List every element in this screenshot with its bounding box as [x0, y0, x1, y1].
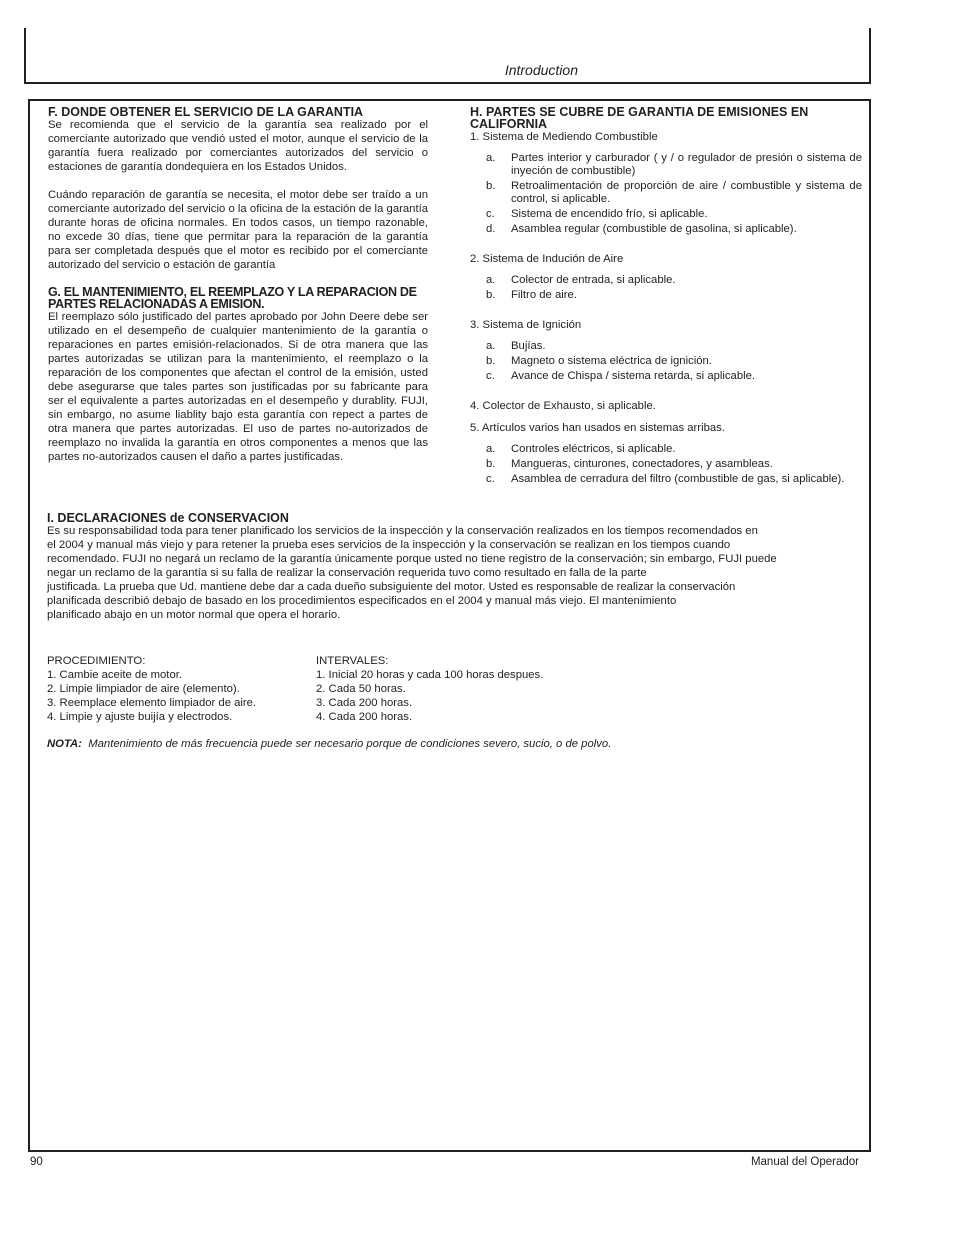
list-item: 3. Reemplace elemento limpiador de aire.	[47, 697, 257, 709]
section-i-heading: I. DECLARACIONES de CONSERVACION	[47, 511, 289, 525]
section-h-item-5-sublist	[470, 443, 862, 486]
section-h-item-1: 1. Sistema de Mediendo Combustible	[470, 131, 658, 143]
right-column	[470, 106, 862, 488]
list-item: 2. Cada 50 horas.	[316, 683, 406, 695]
section-i-line: Es su responsabilidad toda para tener planificado los servicios de la inspección y la conservación realizados en los tiempos recomendados en	[47, 525, 758, 537]
page-section-title: Introduction	[504, 62, 578, 78]
intervals-list	[316, 654, 543, 724]
list-item: b. Filtro de aire.	[486, 289, 577, 301]
section-h-item-3: 3. Sistema de Ignición	[470, 319, 582, 331]
section-i-line: el 2004 y manual más viejo y para retener la prueba eses servicios de la inspección y la conservación se realizan en los tiempos cuando	[47, 539, 731, 551]
list-item: c. Asamblea de cerradura del filtro (combustible de gas, si aplicable).	[486, 473, 845, 485]
list-item: a. Bujías.	[486, 340, 546, 352]
section-g-heading: G. EL MANTENIMIENTO, EL REEMPLAZO Y LA REPARACION DE PARTES RELACIONADAS A EMISION.	[48, 285, 417, 311]
section-h-item-3-sublist	[470, 340, 862, 383]
list-item: 4. Limpie y ajuste buijía y electrodos.	[47, 711, 233, 723]
header-frame	[24, 28, 871, 84]
list-item: a. Colector de entrada, si aplicable.	[486, 274, 676, 286]
list-item: b. Retroalimentación de proporción de aire / combustible y sistema de control, si aplicable.	[486, 180, 862, 205]
maintenance-note	[47, 738, 611, 750]
section-i-line: planificado abajo en un motor normal que opera el horario.	[47, 609, 341, 621]
list-item: 1. Inicial 20 horas y cada 100 horas despues.	[316, 669, 544, 681]
note-text: Mantenimiento de más frecuencia puede ser necesario porque de condiciones severo, sucio, o de polvo.	[88, 738, 612, 750]
list-item: a. Partes interior y carburador ( y / o regulador de presión o sistema de inyeción de combustible)	[486, 152, 862, 177]
note-label: NOTA:	[47, 738, 82, 750]
section-g-paragraph: El reemplazo sólo justificado del partes aprobado por John Deere debe ser utilizado en el desempeño de cualquier mantenimiento de la garantía o reparaciones en partes emisión-relacionados. Si de otra manera que las partes autorizadas se utilizan para la mantenimiento, el reemplazo o la reparación de los componentes que afectan el control de la emisión, usted debe asegurarse que tales partes son justificadas por su fabricante para ser el equivalente a partes autorizadas en el desempeño y durablity. FUJI, sin embargo, no asume liablity bajo esta garantía con repect a partes de otra manera que partes autorizadas. El uso de partes no-autorizados de reemplazo no invalida la garantía en otros componentes a menos que las partes no-autorizados causen el daño a partes justificadas.	[48, 311, 428, 463]
list-item: b. Magneto o sistema eléctrica de ignición.	[486, 355, 712, 367]
list-item: b. Mangueras, cinturones, conectadores, y asambleas.	[486, 458, 773, 470]
list-item: a. Controles eléctricos, si aplicable.	[486, 443, 676, 455]
page-number: 90	[30, 1156, 43, 1168]
section-h-heading: H. PARTES SE CUBRE DE GARANTIA DE EMISIONES EN CALIFORNIA	[470, 105, 809, 131]
list-item: c. Sistema de encendido frío, si aplicable.	[486, 208, 708, 220]
section-h-item-4: 4. Colector de Exhausto, si aplicable.	[470, 400, 656, 412]
procedures-heading: PROCEDIMIENTO:	[47, 655, 146, 667]
list-item: d. Asamblea regular (combustible de gasolina, si aplicable).	[486, 223, 797, 235]
manual-title: Manual del Operador	[750, 1156, 859, 1168]
list-item: c. Avance de Chispa / sistema retarda, si aplicable.	[486, 370, 756, 382]
section-i-body	[47, 524, 862, 622]
section-i-line: recomendado. FUJI no negará un reclamo de la garantía únicamente porque usted no tiene registro de la conservación; sin embargo, FUJI puede	[47, 553, 777, 565]
section-h-item-2: 2. Sistema de Indución de Aire	[470, 253, 624, 265]
section-h-item-5: 5. Artículos varios han usados en sistemas arribas.	[470, 422, 725, 434]
section-f-heading: F. DONDE OBTENER EL SERVICIO DE LA GARANTIA	[48, 105, 364, 119]
intervals-heading: INTERVALES:	[316, 655, 389, 667]
list-item: 4. Cada 200 horas.	[316, 711, 413, 723]
procedures-list	[47, 654, 256, 724]
section-h-item-2-sublist	[470, 274, 862, 302]
section-i-line: planificada describió debajo de basado en los procedimientos especificados en el 2004 y manual más viejo. El mantenimiento	[47, 595, 677, 607]
section-f-paragraph-2: Cuándo reparación de garantía se necesita, el motor debe ser traído a un comerciante autorizado del servicio o la oficina de la estación de la garantía durante horas de oficina normales. En todos casos, un tiempo razonable, no excede 30 días, tiene que permitar para la reparación de la garantía para ser completada después que el motor es recibido por el comerciante autorizado del servicio o estación de garantía	[48, 189, 428, 271]
left-column	[48, 106, 428, 464]
section-i	[47, 512, 862, 622]
section-h-item-1-sublist	[470, 152, 862, 236]
section-i-line: justificada. La prueba que Ud. mantiene debe dar a cada dueño subsiguiente del motor. Usted es responsable de realizar la conservación	[47, 581, 736, 593]
section-f-paragraph-1: Se recomienda que el servicio de la garantía sea realizado por el comerciante autorizado que vendió usted el motor, aunque el servicio de la garantía fuera realizado por comerciantes autorizados del servicio o estaciones de garantía dondequiera en los Estados Unidos.	[48, 119, 428, 173]
list-item: 1. Cambie aceite de motor.	[47, 669, 183, 681]
list-item: 2. Limpie limpiador de aire (elemento).	[47, 683, 240, 695]
section-i-line: negar un reclamo de la garantía si su falla de realizar la conservación requerida tuvo como resultado en falla de la parte	[47, 567, 647, 579]
list-item: 3. Cada 200 horas.	[316, 697, 413, 709]
